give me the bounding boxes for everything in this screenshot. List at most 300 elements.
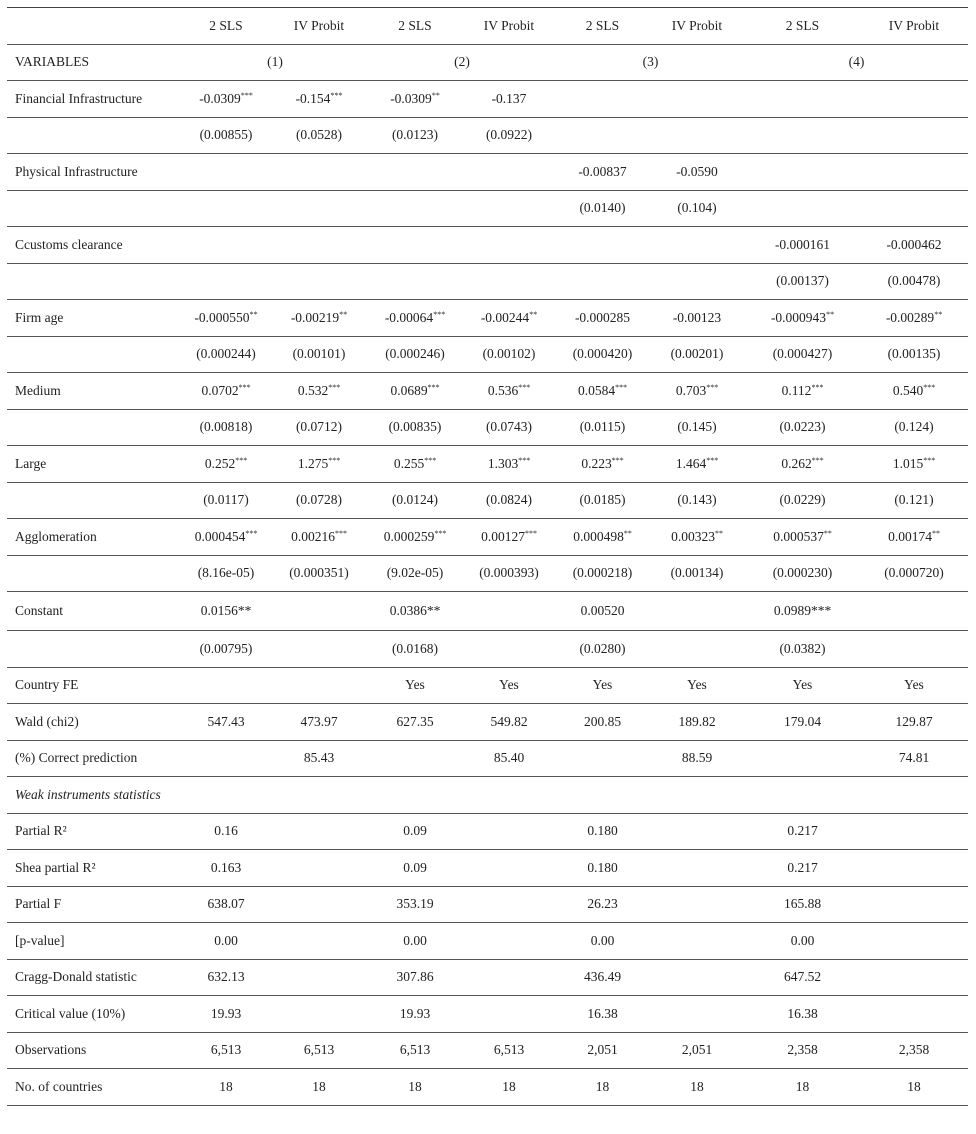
table-cell <box>462 227 556 264</box>
model-number: (1) <box>182 44 368 81</box>
table-cell <box>860 373 968 410</box>
table-row <box>7 850 968 887</box>
table-cell <box>368 555 462 592</box>
row-label <box>7 190 182 227</box>
significance-stars: *** <box>433 309 446 319</box>
table-row <box>7 154 968 191</box>
cell-value: (0.00137) <box>776 273 829 289</box>
cell-value: (0.000351) <box>289 565 349 581</box>
row-label: Agglomeration <box>7 519 182 556</box>
table-cell <box>368 336 462 373</box>
cell-value: 0.00 <box>403 932 427 948</box>
table-cell <box>462 409 556 446</box>
row-label <box>7 117 182 154</box>
cell-value: -0.0309 <box>199 90 241 106</box>
table-cell <box>270 190 368 227</box>
cell-value: (0.00101) <box>292 346 346 362</box>
table-cell <box>462 117 556 154</box>
table-cell <box>860 813 968 850</box>
table-cell <box>556 409 649 446</box>
table-cell <box>860 959 968 996</box>
table-cell <box>556 667 649 704</box>
significance-stars: *** <box>245 528 258 538</box>
cell-value: (0.145) <box>677 419 717 435</box>
table-cell <box>860 592 968 631</box>
table-row <box>7 704 968 741</box>
table-cell <box>462 336 556 373</box>
row-label: Financial Infrastructure <box>7 81 182 118</box>
row-label: Weak instruments statistics <box>7 777 182 814</box>
significance-stars: ** <box>623 528 632 538</box>
table-cell <box>368 81 462 118</box>
cell-value: 0.00174 <box>888 528 932 544</box>
cell-value: (0.0185) <box>579 492 626 508</box>
cell-value: 2,051 <box>681 1042 713 1058</box>
cell-value: (0.000393) <box>479 565 539 581</box>
table-cell <box>182 777 270 814</box>
cell-value: 18 <box>690 1078 704 1094</box>
cell-value: 549.82 <box>490 713 528 729</box>
table-cell <box>745 959 860 996</box>
cell-value: (0.143) <box>677 492 717 508</box>
cell-value: 0.00216 <box>291 528 335 544</box>
table-cell <box>462 555 556 592</box>
row-label: Observations <box>7 1032 182 1069</box>
header-cell: IV Probit <box>860 8 968 45</box>
significance-stars: *** <box>811 455 824 465</box>
table-cell <box>462 263 556 300</box>
table-cell <box>462 996 556 1033</box>
cell-value: (0.00201) <box>670 346 724 362</box>
table-cell <box>649 886 745 923</box>
cell-value: (0.124) <box>894 419 934 435</box>
cell-value: Yes <box>592 677 613 693</box>
cell-value: (0.00135) <box>887 346 941 362</box>
cell-value: 0.09 <box>403 823 427 839</box>
significance-stars: *** <box>615 382 628 392</box>
row-label <box>7 482 182 519</box>
table-cell <box>462 154 556 191</box>
significance-stars: *** <box>706 382 719 392</box>
cell-value: 85.43 <box>303 750 335 766</box>
table-cell <box>649 1032 745 1069</box>
table-cell <box>270 704 368 741</box>
table-cell <box>556 704 649 741</box>
table-cell <box>182 81 270 118</box>
table-cell <box>270 959 368 996</box>
table-cell <box>462 482 556 519</box>
cell-value: (0.000427) <box>772 346 833 362</box>
cell-value: (0.00835) <box>388 419 442 435</box>
row-label: Partial R² <box>7 813 182 850</box>
cell-value: (0.000720) <box>884 565 944 581</box>
cell-value: -0.0590 <box>676 163 718 179</box>
table-cell <box>462 923 556 960</box>
table-cell <box>556 300 649 337</box>
table-cell <box>462 1032 556 1069</box>
table-cell <box>745 81 860 118</box>
table-cell <box>462 777 556 814</box>
table-cell <box>649 996 745 1033</box>
cell-value: 307.86 <box>396 969 434 985</box>
significance-stars: *** <box>923 382 936 392</box>
cell-value: 0.223 <box>581 455 612 471</box>
table-cell <box>182 336 270 373</box>
table-cell <box>649 336 745 373</box>
cell-value: 638.07 <box>207 896 245 912</box>
table-cell <box>649 813 745 850</box>
table-cell <box>649 519 745 556</box>
cell-value: 0.112 <box>781 382 812 398</box>
table-cell <box>368 1032 462 1069</box>
table-cell <box>745 336 860 373</box>
table-cell <box>182 263 270 300</box>
model-number: (3) <box>556 44 745 81</box>
cell-value: 0.703 <box>675 382 707 398</box>
significance-stars: ** <box>934 309 943 319</box>
table-cell <box>745 740 860 777</box>
table-cell <box>556 81 649 118</box>
table-cell <box>182 740 270 777</box>
table-row <box>7 300 968 337</box>
table-cell <box>182 373 270 410</box>
cell-value: Yes <box>792 677 813 693</box>
header-cell: 2 SLS <box>556 8 649 45</box>
table-cell <box>556 813 649 850</box>
table-cell <box>462 959 556 996</box>
header-cell: 2 SLS <box>182 8 270 45</box>
table-cell <box>649 373 745 410</box>
cell-value: (0.00134) <box>670 565 724 581</box>
table-cell <box>556 336 649 373</box>
table-cell <box>745 190 860 227</box>
row-label: Ccustoms clearance <box>7 227 182 264</box>
table-cell <box>368 117 462 154</box>
table-row <box>7 996 968 1033</box>
table-cell <box>270 813 368 850</box>
cell-value: 6,513 <box>303 1042 335 1058</box>
table-cell <box>368 813 462 850</box>
significance-stars: ** <box>826 309 835 319</box>
cell-value: 1.015 <box>892 455 924 471</box>
table-cell <box>368 959 462 996</box>
table-cell <box>649 740 745 777</box>
row-label <box>7 409 182 446</box>
table-cell <box>860 850 968 887</box>
cell-value: 547.43 <box>207 713 245 729</box>
table-cell <box>649 409 745 446</box>
table-cell <box>556 263 649 300</box>
cell-value: 0.536 <box>487 382 519 398</box>
table-cell <box>556 519 649 556</box>
table-row <box>7 886 968 923</box>
significance-stars: *** <box>235 455 248 465</box>
table-cell <box>270 886 368 923</box>
cell-value: 16.38 <box>787 1005 818 1021</box>
table-cell <box>556 1069 649 1106</box>
cell-value: 18 <box>219 1078 233 1094</box>
table-cell <box>745 1032 860 1069</box>
table-cell <box>860 300 968 337</box>
significance-stars: *** <box>328 382 341 392</box>
table-cell <box>649 850 745 887</box>
cell-value: 647.52 <box>783 969 822 985</box>
significance-stars: ** <box>339 309 348 319</box>
significance-stars: ** <box>249 309 258 319</box>
cell-value: -0.0309 <box>390 90 432 106</box>
table-cell <box>368 300 462 337</box>
cell-value: 0.00 <box>590 932 615 948</box>
table-cell <box>745 777 860 814</box>
table-cell <box>182 227 270 264</box>
table-cell <box>182 667 270 704</box>
table-cell <box>745 886 860 923</box>
cell-value: -0.00219 <box>290 309 340 325</box>
cell-value: (0.00478) <box>887 273 941 289</box>
table-cell <box>270 631 368 668</box>
cell-value: 88.59 <box>681 750 713 766</box>
table-cell <box>182 300 270 337</box>
table-cell <box>860 227 968 264</box>
table-cell <box>182 850 270 887</box>
table-row <box>7 777 968 814</box>
table-cell <box>182 959 270 996</box>
row-label: Large <box>7 446 182 483</box>
cell-value: 26.23 <box>587 896 618 912</box>
table-cell <box>368 446 462 483</box>
cell-value: 19.93 <box>399 1005 431 1021</box>
cell-value: (0.000244) <box>196 346 256 362</box>
header-cell: IV Probit <box>462 8 556 45</box>
table-cell <box>462 886 556 923</box>
cell-value: 0.00323 <box>671 528 715 544</box>
table-cell <box>270 555 368 592</box>
cell-value: (0.0223) <box>779 419 826 435</box>
table-cell <box>270 300 368 337</box>
table-cell <box>860 1032 968 1069</box>
cell-value: 0.0584 <box>577 382 616 398</box>
cell-value: 0.00520 <box>580 603 625 618</box>
cell-value: 0.0989*** <box>773 603 832 618</box>
table-cell <box>860 117 968 154</box>
cell-value: (0.0528) <box>295 127 343 143</box>
table-cell <box>556 886 649 923</box>
cell-value: 16.38 <box>587 1005 618 1021</box>
table-cell <box>368 996 462 1033</box>
table-cell <box>860 263 968 300</box>
table-cell <box>368 740 462 777</box>
table-cell <box>182 446 270 483</box>
table-row <box>7 117 968 154</box>
cell-value: 353.19 <box>396 896 434 912</box>
table-cell <box>368 409 462 446</box>
cell-value: 0.180 <box>587 859 618 875</box>
cell-value: 0.0689 <box>390 382 428 398</box>
significance-stars: *** <box>434 528 447 538</box>
cell-value: (0.0117) <box>203 492 249 508</box>
cell-value: 0.0702 <box>201 382 239 398</box>
table-cell <box>745 373 860 410</box>
significance-stars: *** <box>923 455 936 465</box>
cell-value: Yes <box>405 677 425 693</box>
table-cell <box>860 740 968 777</box>
table-cell <box>649 117 745 154</box>
cell-value: 0.532 <box>297 382 329 398</box>
table-cell <box>649 190 745 227</box>
cell-value: (0.0922) <box>485 127 533 143</box>
model-number: (4) <box>745 44 968 81</box>
table-cell <box>462 190 556 227</box>
cell-value: 0.180 <box>587 823 618 839</box>
table-cell <box>182 1032 270 1069</box>
table-cell <box>556 227 649 264</box>
cell-value: (0.121) <box>894 492 934 508</box>
cell-value: (0.0168) <box>391 640 439 656</box>
table-row <box>7 190 968 227</box>
table-cell <box>556 482 649 519</box>
cell-value: 19.93 <box>210 1005 242 1021</box>
cell-value: 179.04 <box>783 713 822 729</box>
cell-value: 1.303 <box>487 455 519 471</box>
cell-value: (0.000246) <box>385 346 445 362</box>
table-cell <box>745 813 860 850</box>
table-cell <box>182 117 270 154</box>
table-cell <box>462 300 556 337</box>
cell-value: (0.000420) <box>572 346 633 362</box>
table-row <box>7 1032 968 1069</box>
table-cell <box>556 117 649 154</box>
table-cell <box>556 446 649 483</box>
row-label: Constant <box>7 592 182 631</box>
cell-value: (0.0229) <box>779 492 826 508</box>
table-row <box>7 740 968 777</box>
cell-value: 1.275 <box>297 455 329 471</box>
header-cell: 2 SLS <box>368 8 462 45</box>
table-cell <box>556 373 649 410</box>
table-cell <box>368 592 462 631</box>
cell-value: -0.154 <box>295 90 331 106</box>
table-cell <box>182 519 270 556</box>
table-cell <box>860 667 968 704</box>
table-cell <box>556 996 649 1033</box>
table-cell <box>556 959 649 996</box>
table-row <box>7 813 968 850</box>
table-cell <box>745 667 860 704</box>
table-row <box>7 409 968 446</box>
cell-value: 0.000537 <box>773 528 824 544</box>
table-cell <box>462 373 556 410</box>
cell-value: 0.255 <box>393 455 425 471</box>
header-cell: IV Probit <box>270 8 368 45</box>
table-cell <box>368 850 462 887</box>
table-cell <box>745 117 860 154</box>
significance-stars: *** <box>334 528 347 538</box>
table-cell <box>860 154 968 191</box>
table-row <box>7 592 968 631</box>
table-cell <box>556 592 649 631</box>
table-cell <box>368 886 462 923</box>
cell-value: 189.82 <box>678 713 716 729</box>
table-cell <box>270 1032 368 1069</box>
cell-value: (0.0124) <box>391 492 439 508</box>
table-cell <box>270 409 368 446</box>
cell-value: 2,358 <box>787 1042 818 1058</box>
cell-value: 74.81 <box>898 750 930 766</box>
cell-value: 473.97 <box>300 713 338 729</box>
significance-stars: *** <box>330 90 343 100</box>
row-label: Partial F <box>7 886 182 923</box>
table-cell <box>182 555 270 592</box>
table-cell <box>649 555 745 592</box>
table-cell <box>860 886 968 923</box>
cell-value: -0.00244 <box>480 309 530 325</box>
row-label: No. of countries <box>7 1069 182 1106</box>
table-cell <box>649 300 745 337</box>
cell-value: 18 <box>795 1078 810 1094</box>
cell-value: 165.88 <box>783 896 822 912</box>
table-cell <box>649 667 745 704</box>
cell-value: 2,051 <box>587 1042 618 1058</box>
cell-value: -0.000943 <box>770 309 827 325</box>
significance-stars: ** <box>529 309 538 319</box>
cell-value: 627.35 <box>396 713 434 729</box>
table-row <box>7 959 968 996</box>
table-cell <box>368 154 462 191</box>
table-cell <box>745 263 860 300</box>
table-cell <box>649 592 745 631</box>
cell-value: 0.00127 <box>481 528 525 544</box>
table-cell <box>556 555 649 592</box>
table-row <box>7 482 968 519</box>
table-cell <box>745 631 860 668</box>
cell-value: -0.000462 <box>886 236 942 252</box>
significance-stars: ** <box>431 90 440 100</box>
row-label: Physical Infrastructure <box>7 154 182 191</box>
cell-value: (0.0115) <box>579 419 626 435</box>
significance-stars: ** <box>823 528 832 538</box>
table-row <box>7 631 968 668</box>
cell-value: 129.87 <box>895 713 933 729</box>
cell-value: 436.49 <box>583 969 622 985</box>
table-row <box>7 446 968 483</box>
cell-value: 200.85 <box>583 713 622 729</box>
table-cell <box>745 850 860 887</box>
table-cell <box>860 777 968 814</box>
table-cell <box>649 154 745 191</box>
significance-stars: *** <box>238 382 251 392</box>
cell-value: 632.13 <box>207 969 245 985</box>
table-cell <box>182 886 270 923</box>
row-label <box>7 555 182 592</box>
table-cell <box>270 923 368 960</box>
row-label <box>7 263 182 300</box>
table-cell <box>368 482 462 519</box>
table-cell <box>860 190 968 227</box>
cell-value: 0.252 <box>204 455 236 471</box>
table-cell <box>860 555 968 592</box>
cell-value: -0.00064 <box>384 309 434 325</box>
significance-stars: *** <box>524 528 537 538</box>
table-cell <box>745 482 860 519</box>
table-cell <box>270 336 368 373</box>
cell-value: (0.000218) <box>572 565 633 581</box>
table-cell <box>182 154 270 191</box>
row-label: Wald (chi2) <box>7 704 182 741</box>
table-cell <box>270 81 368 118</box>
cell-value: 6,513 <box>493 1042 525 1058</box>
cell-value: -0.00837 <box>578 163 627 179</box>
significance-stars: *** <box>811 382 824 392</box>
